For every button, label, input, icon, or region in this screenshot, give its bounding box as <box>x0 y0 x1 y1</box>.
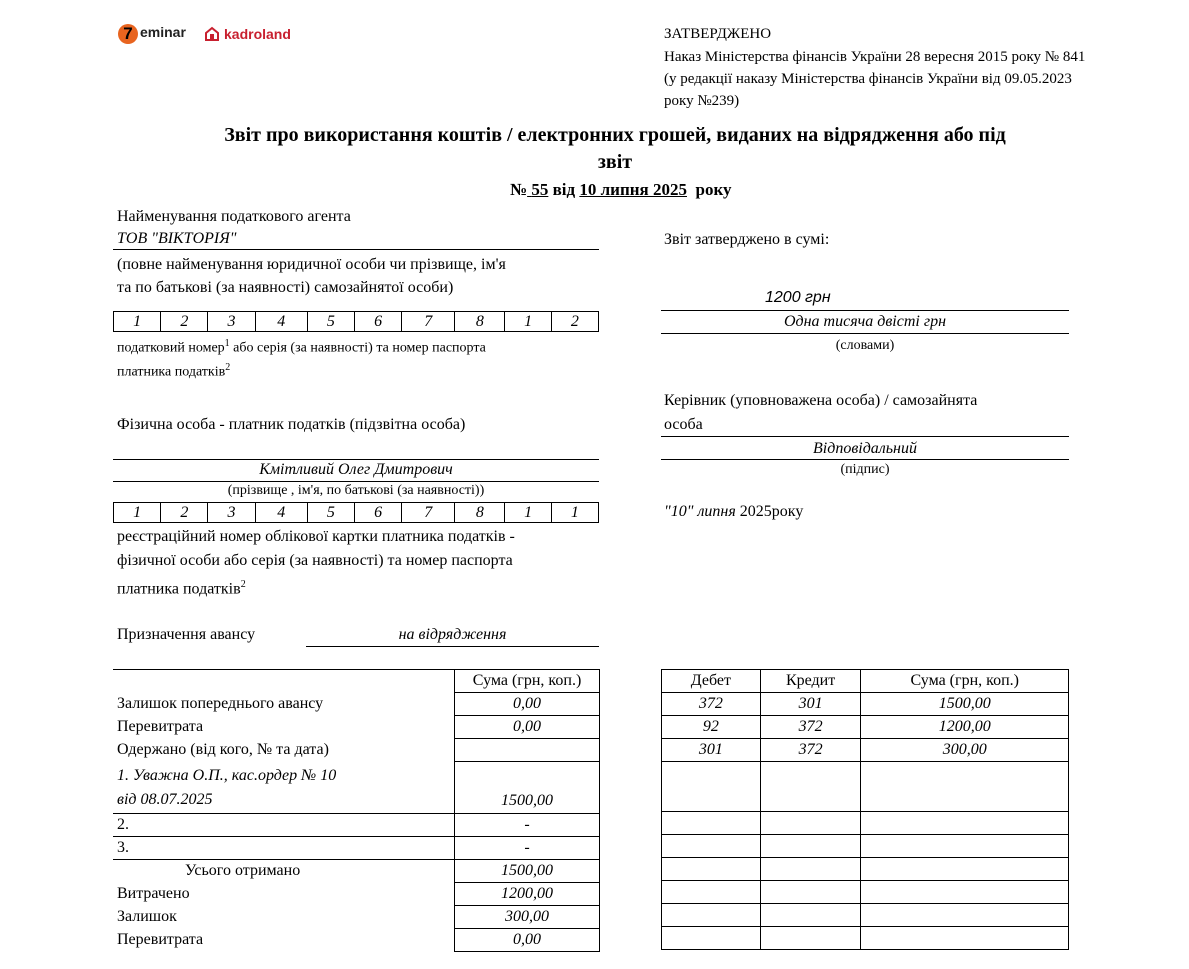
table-row <box>113 693 600 716</box>
empty-cell <box>662 858 761 881</box>
reg-caption-1: реєстраційний номер облікової картки платника податків - <box>117 528 515 545</box>
reg-digit: 1 <box>505 503 551 523</box>
reg-digit: 8 <box>455 503 505 523</box>
approved-sum-words: Одна тисяча двісті грн <box>783 313 947 330</box>
empty-cell <box>662 927 761 950</box>
table-row <box>113 882 600 905</box>
tax-number-boxes <box>113 311 599 332</box>
tax-digit: 5 <box>307 312 354 332</box>
row-label-balance: Залишок <box>113 905 455 928</box>
item-1-line-2: від 08.07.2025 <box>117 790 213 808</box>
person-label: Фізична особа - платник податків (підзвітна особа) <box>117 416 466 433</box>
reg-digit: 7 <box>402 503 455 523</box>
reg-caption-3 <box>117 579 246 598</box>
advance-table <box>113 669 600 952</box>
tax-digit: 4 <box>255 312 307 332</box>
empty-cell <box>861 762 1069 812</box>
sum-cell: 300,00 <box>861 739 1069 762</box>
empty-cell <box>760 927 861 950</box>
report-number: 55 <box>531 180 549 199</box>
agent-caption-2: та по батькові (за наявності) самозайнятої особи) <box>117 279 454 296</box>
credit-cell: 372 <box>760 739 861 762</box>
table-row <box>662 904 1069 927</box>
tax-digit: 6 <box>355 312 402 332</box>
table-row <box>662 762 1069 812</box>
debit-header: Дебет <box>662 670 761 693</box>
agent-caption-1: (повне найменування юридичної особи чи прізвище, ім'я <box>117 256 506 273</box>
tax-caption-1 <box>117 338 486 357</box>
approved-words-caption: (словами) <box>835 338 895 353</box>
person-name: Кмітливий Олег Дмитрович <box>259 461 453 478</box>
seminar-logo-badge: 7 <box>118 24 138 44</box>
reg-caption-2: фізичної особи або серія (за наявності) та номер паспорта <box>117 552 513 569</box>
signed-date-month: липня <box>697 503 736 520</box>
row-sum-item-3: - <box>455 836 600 859</box>
agent-name: ТОВ "ВІКТОРІЯ" <box>117 230 237 247</box>
tax-caption-sup: 1 <box>224 338 230 349</box>
row-label-prev-advance: Залишок попереднього авансу <box>113 693 455 716</box>
reg-digit: 5 <box>307 503 354 523</box>
tax-caption-2-text: платника податків <box>117 364 226 380</box>
row-label-item-3: 3. <box>113 836 455 859</box>
signature-caption: (підпис) <box>840 462 890 477</box>
manager-signature: Відповідальний <box>813 440 917 457</box>
empty-cell <box>662 762 761 812</box>
reg-digit: 4 <box>255 503 307 523</box>
empty-cell <box>662 835 761 858</box>
approval-line-3: року №239) <box>664 93 740 109</box>
item-1-line-1: 1. Уважна О.П., кас.ордер № 10 <box>117 766 337 784</box>
tax-caption-a: податковий номер <box>117 340 225 356</box>
report-date-suffix: року <box>695 180 732 199</box>
empty-cell <box>760 904 861 927</box>
table-row <box>113 670 600 693</box>
row-sum-item-2: - <box>455 813 600 836</box>
table-row <box>662 812 1069 835</box>
row-sum-balance: 300,00 <box>455 905 600 928</box>
table-row <box>113 716 600 739</box>
row-label-total-received: Усього отримано <box>113 859 455 882</box>
row-sum-item-1: 1500,00 <box>455 762 600 814</box>
report-date: 10 липня 2025 <box>579 180 687 199</box>
tax-digit: 3 <box>208 312 255 332</box>
empty-cell <box>861 835 1069 858</box>
kadroland-logo-icon <box>204 26 220 42</box>
manager-label-1: Керівник (уповноважена особа) / самозайнята <box>664 392 978 409</box>
kadroland-logo-text: kadroland <box>224 26 291 42</box>
row-label-item-1 <box>113 762 455 814</box>
signed-date-day: "10" <box>664 503 694 520</box>
manager-label-2: особа <box>664 416 703 433</box>
sum-cell: 1500,00 <box>861 693 1069 716</box>
tax-digit: 2 <box>161 312 208 332</box>
table-row <box>662 739 1069 762</box>
table-row <box>662 927 1069 950</box>
approval-title: ЗАТВЕРДЖЕНО <box>664 26 772 42</box>
approved-sum-amount: 1200 грн <box>765 289 831 306</box>
credit-header: Кредит <box>760 670 861 693</box>
tax-digit: 7 <box>402 312 455 332</box>
reg-digit: 1 <box>551 503 598 523</box>
approval-line-1: Наказ Міністерства фінансів України 28 вересня 2015 року № 841 <box>664 49 1086 65</box>
person-name-underline <box>113 481 599 482</box>
empty-cell <box>760 762 861 812</box>
reg-number-boxes <box>113 502 599 523</box>
report-date-prefix: від <box>552 180 576 199</box>
table-row <box>662 716 1069 739</box>
debit-cell: 92 <box>662 716 761 739</box>
empty-cell <box>662 904 761 927</box>
row-sum-prev-advance: 0,00 <box>455 693 600 716</box>
agent-label: Найменування податкового агента <box>117 208 351 225</box>
tax-digit: 1 <box>114 312 161 332</box>
approval-line-2: (у редакції наказу Міністерства фінансів України від 09.05.2023 <box>664 71 1072 87</box>
table-row <box>113 836 600 859</box>
approved-sum-underline <box>661 310 1069 311</box>
empty-cell <box>760 858 861 881</box>
row-label-overspend-2: Перевитрата <box>113 928 455 951</box>
tax-caption-2 <box>117 362 230 381</box>
table-row <box>662 881 1069 904</box>
empty-cell <box>760 835 861 858</box>
purpose-underline <box>306 646 599 647</box>
approved-words-underline <box>661 333 1069 334</box>
empty-cell <box>861 927 1069 950</box>
empty-cell <box>760 812 861 835</box>
report-title-line-2: звіт <box>597 151 633 173</box>
manager-underline <box>661 436 1069 437</box>
table-row <box>113 859 600 882</box>
reg-digit: 3 <box>208 503 255 523</box>
empty-cell <box>760 881 861 904</box>
tax-caption-2-sup: 2 <box>225 362 231 373</box>
table-row <box>662 835 1069 858</box>
reg-digit: 6 <box>355 503 402 523</box>
signature-underline <box>661 459 1069 460</box>
tax-digit: 2 <box>551 312 598 332</box>
tax-digit: 8 <box>455 312 505 332</box>
row-sum-overspend: 0,00 <box>455 716 600 739</box>
row-label-item-2: 2. <box>113 813 455 836</box>
purpose-label: Призначення авансу <box>117 626 256 643</box>
empty-cell <box>861 881 1069 904</box>
table-row <box>113 905 600 928</box>
empty-cell <box>662 812 761 835</box>
row-sum-spent: 1200,00 <box>455 882 600 905</box>
row-sum-overspend-2: 0,00 <box>455 928 600 951</box>
sum-header: Сума (грн, коп.) <box>455 670 600 693</box>
person-top-line <box>113 459 599 460</box>
row-sum-total-received: 1500,00 <box>455 859 600 882</box>
credit-cell: 301 <box>760 693 861 716</box>
agent-underline <box>113 249 599 250</box>
purpose-value: на відрядження <box>398 626 507 643</box>
signed-date-year: 2025року <box>739 503 804 520</box>
sum-header: Сума (грн, коп.) <box>861 670 1069 693</box>
table-row <box>113 928 600 951</box>
table-cell <box>113 670 455 693</box>
table-row <box>662 693 1069 716</box>
row-label-received: Одержано (від кого, № та дата) <box>113 739 455 762</box>
tax-digit: 1 <box>505 312 551 332</box>
table-row <box>113 762 600 814</box>
table-row <box>113 813 600 836</box>
row-label-overspend: Перевитрата <box>113 716 455 739</box>
debit-cell: 301 <box>662 739 761 762</box>
table-row <box>113 739 600 762</box>
seminar-logo-text: eminar <box>140 24 186 40</box>
empty-cell <box>861 858 1069 881</box>
sum-cell: 1200,00 <box>861 716 1069 739</box>
table-row <box>662 670 1069 693</box>
signed-date <box>664 503 803 521</box>
report-number-prefix: № <box>510 180 528 199</box>
person-name-caption: (прізвище , ім'я, по батькові (за наявності)) <box>227 483 485 498</box>
row-label-spent: Витрачено <box>113 882 455 905</box>
empty-cell <box>662 881 761 904</box>
credit-cell: 372 <box>760 716 861 739</box>
empty-cell <box>861 812 1069 835</box>
table-row <box>662 858 1069 881</box>
accounting-table <box>661 669 1069 950</box>
empty-cell <box>861 904 1069 927</box>
debit-cell: 372 <box>662 693 761 716</box>
report-title-line-1: Звіт про використання коштів / електронних грошей, виданих на відрядження або під <box>224 124 1006 146</box>
approved-sum-label: Звіт затверджено в сумі: <box>664 231 830 248</box>
report-number-line <box>510 180 732 200</box>
row-sum-received <box>455 739 600 762</box>
reg-digit: 2 <box>161 503 208 523</box>
reg-caption-3-sup: 2 <box>240 579 246 590</box>
reg-caption-3-text: платника податків <box>117 580 241 598</box>
tax-caption-b: або серія (за наявності) та номер паспорта <box>229 340 486 356</box>
reg-digit: 1 <box>114 503 161 523</box>
